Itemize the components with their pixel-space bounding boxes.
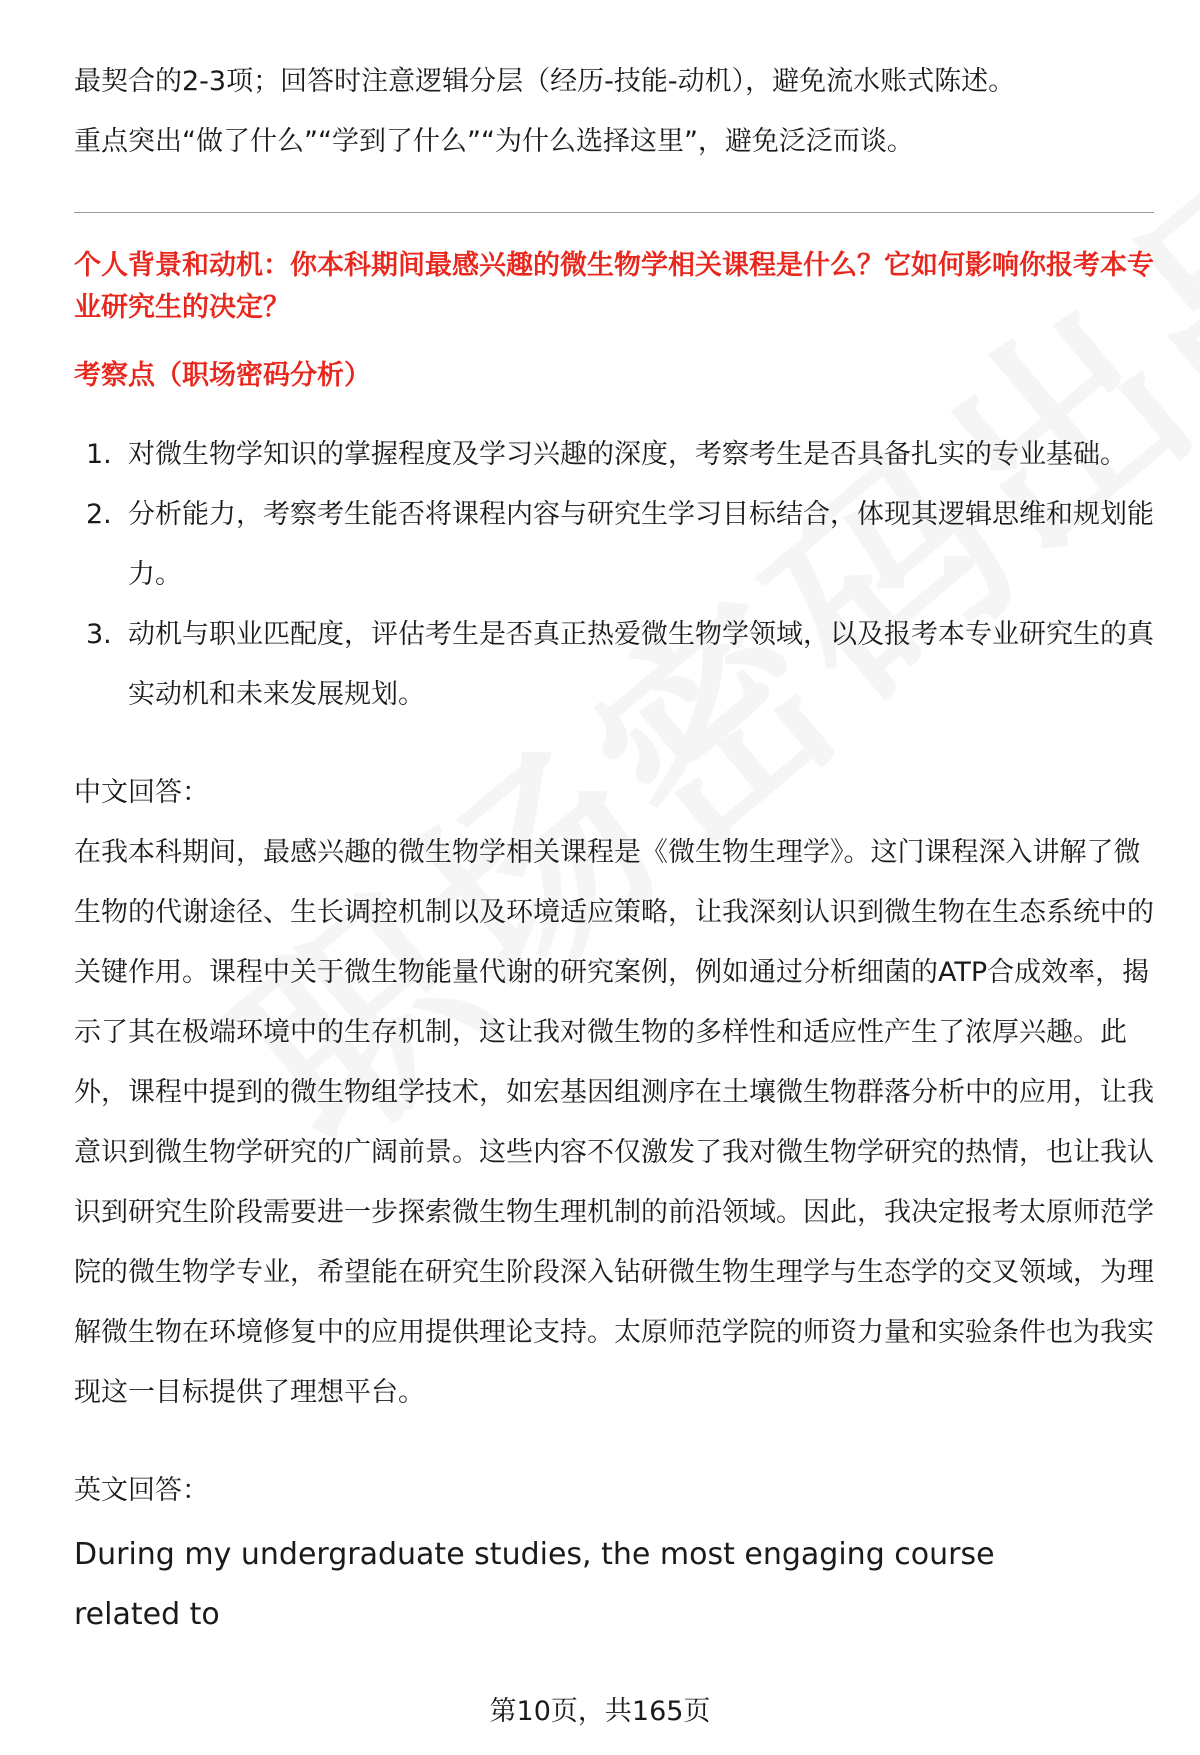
question-heading: 个人背景和动机：你本科期间最感兴趣的微生物学相关课程是什么？它如何影响你报考本专业研究生的决定？ [74, 250, 1154, 323]
chinese-answer-text: 在我本科期间，最感兴趣的微生物学相关课程是《微生物生理学》。这门课程深入讲解了微生物的代谢途径、生长调控机制以及环境适应策略，让我深刻认识到微生物在生态系统中的关键作用。课程中关于微生物能量代谢的研究案例，例如通过分析细菌的ATP合成效率，揭示了其在极端环境中的生存机制，这让我对微生物的多样性和适应性产生了浓厚兴趣。此外，课程中提到的微生物组学技术，如宏基因组测序在土壤微生物群落分析中的应用，让我意识到微生物学研究的广阔前景。这些内容不仅激发了我对微生物学研究的热情，也让我认识到研究生阶段需要进一步探索微生物生理机制的前沿领域。因此，我决定报考太原师范学院的微生物学专业，希望能在研究生阶段深入钻研微生物生理学与生态学的交叉领域，为理解微生物在环境修复中的应用提供理论支持。太原师范学院的师资力量和实验条件也为我实现这一目标提供了理想平台。 [74, 837, 1154, 1408]
analysis-point [74, 485, 1154, 605]
analysis-title: 考察点（职场密码分析） [74, 360, 371, 391]
chinese-answer-label: 中文回答： [74, 777, 209, 808]
point-text: 动机与职业匹配度，评估考生是否真正热爱微生物学领域，以及报考本专业研究生的真实动机和未来发展规划。 [128, 619, 1154, 710]
section-divider [74, 212, 1154, 213]
point-text: 对微生物学知识的掌握程度及学习兴趣的深度，考察考生是否具备扎实的专业基础。 [128, 439, 1127, 470]
analysis-point [74, 425, 1154, 485]
point-number: 2. [86, 499, 112, 530]
analysis-points-list [74, 425, 1154, 725]
page-footer: 第10页，共165页 [489, 1696, 711, 1727]
english-answer-label: 英文回答： [74, 1475, 209, 1506]
english-answer-text: During my undergraduate studies, the most engaging course related to [74, 1537, 995, 1632]
document-page [74, 52, 1154, 1645]
intro-line-1: 最契合的2-3项；回答时注意逻辑分层（经历-技能-动机），避免流水账式陈述。 [74, 66, 1016, 97]
point-number: 1. [86, 439, 112, 470]
point-number: 3. [86, 619, 112, 650]
intro-line-2: 重点突出“做了什么”“学到了什么”“为什么选择这里”，避免泛泛而谈。 [74, 126, 914, 157]
analysis-point [74, 605, 1154, 725]
point-text: 分析能力，考察考生能否将课程内容与研究生学习目标结合，体现其逻辑思维和规划能力。 [128, 499, 1154, 590]
intro-section [74, 52, 1154, 172]
